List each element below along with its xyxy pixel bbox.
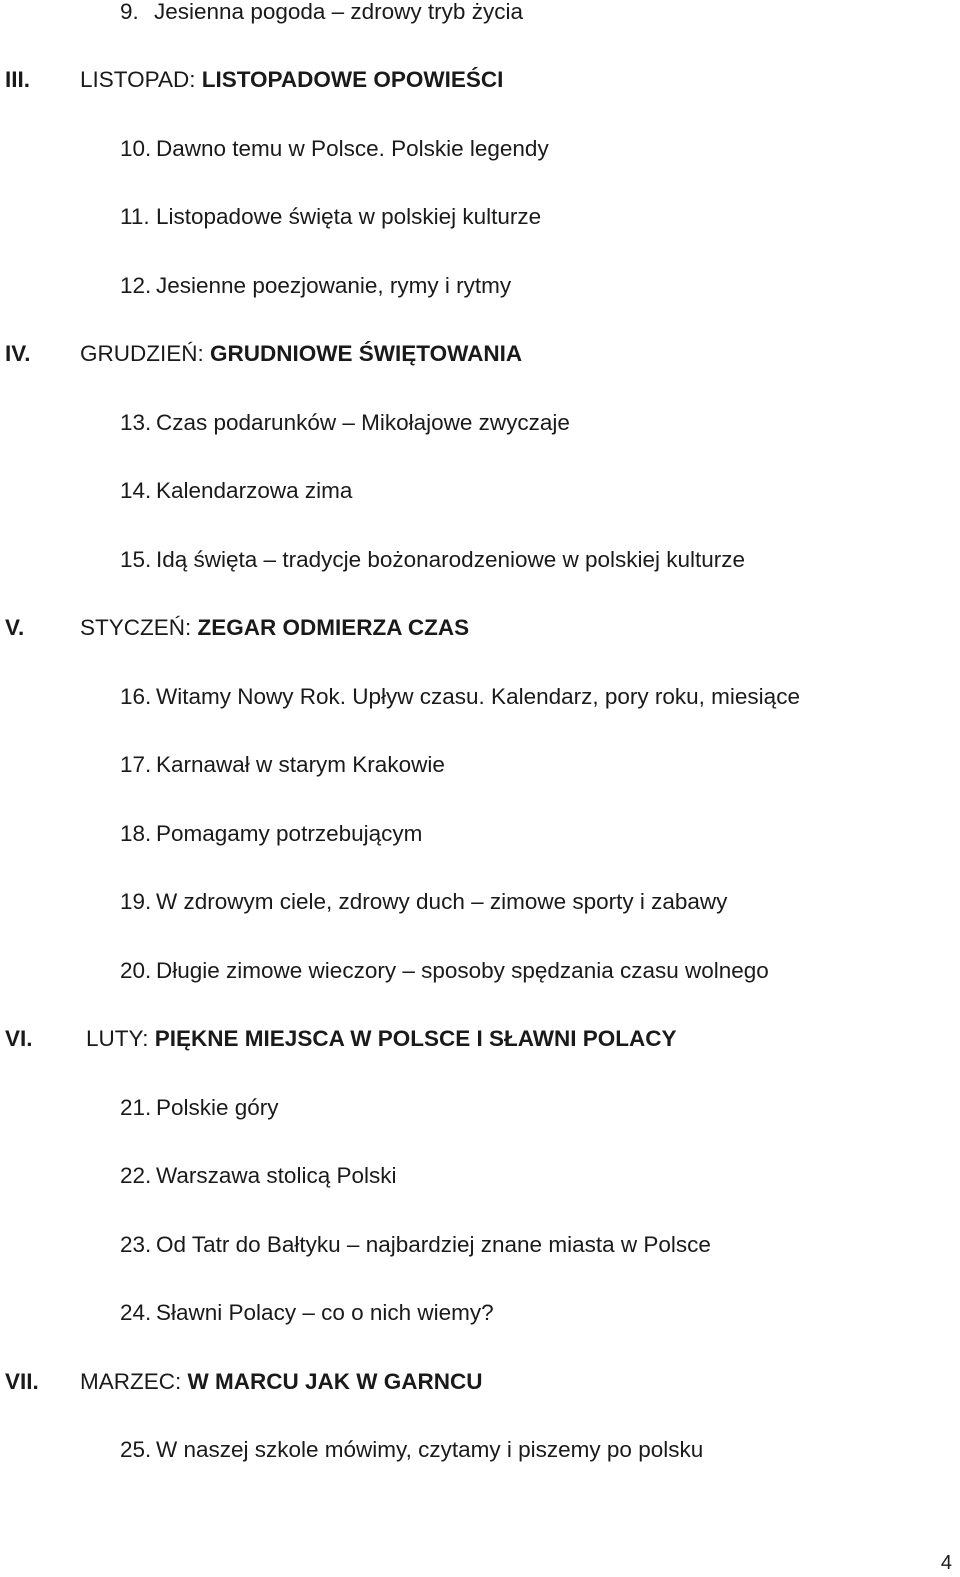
section-title	[80, 1362, 483, 1402]
section-title	[80, 60, 503, 100]
item-number: 17.	[120, 752, 152, 777]
section-heading	[0, 1019, 960, 1059]
section-heading	[0, 334, 960, 374]
section-theme: LISTOPADOWE OPOWIEŚCI	[201, 67, 504, 92]
item-number: 9.	[120, 0, 139, 24]
section-month: LUTY:	[86, 1026, 155, 1051]
section-numeral: VII.	[5, 1369, 39, 1394]
item-text: Jesienne poezjowanie, rymy i rytmy	[156, 273, 512, 298]
section-numeral: V.	[5, 615, 25, 640]
list-item	[0, 882, 960, 922]
list-item	[0, 129, 960, 169]
list-item	[0, 745, 960, 785]
item-number: 12.	[120, 273, 152, 298]
section-heading	[0, 1362, 960, 1402]
list-item	[0, 403, 960, 443]
section-numeral: III.	[5, 67, 31, 92]
section-title	[80, 334, 522, 374]
section-heading	[0, 608, 960, 648]
section-heading	[0, 60, 960, 100]
section-month: GRUDZIEŃ:	[80, 341, 211, 366]
item-number: 14.	[120, 478, 152, 503]
item-text: Warszawa stolicą Polski	[156, 1163, 397, 1188]
item-number: 21.	[120, 1095, 152, 1120]
item-text: Długie zimowe wieczory – sposoby spędzania czasu wolnego	[156, 958, 769, 983]
item-number: 24.	[120, 1300, 152, 1325]
item-text: Czas podarunków – Mikołajowe zwyczaje	[156, 410, 570, 435]
page-number: 4	[940, 1552, 952, 1574]
item-text: Od Tatr do Bałtyku – najbardziej znane miasta w Polsce	[156, 1232, 711, 1257]
item-number: 23.	[120, 1232, 152, 1257]
item-number: 15.	[120, 547, 152, 572]
section-numeral: IV.	[5, 341, 31, 366]
item-number: 10.	[120, 136, 152, 161]
section-month: LISTOPAD:	[80, 67, 202, 92]
list-item	[0, 1293, 960, 1333]
list-item	[0, 814, 960, 854]
item-text: Sławni Polacy – co o nich wiemy?	[156, 1300, 494, 1325]
section-theme: PIĘKNE MIEJSCA W POLSCE I SŁAWNI POLACY	[154, 1026, 677, 1051]
item-text: Polskie góry	[156, 1095, 279, 1120]
item-number: 20.	[120, 958, 152, 983]
item-text: Listopadowe święta w polskiej kulturze	[156, 204, 542, 229]
item-number: 11.	[120, 204, 150, 229]
section-title	[86, 1019, 677, 1059]
list-item	[0, 1430, 960, 1470]
item-number: 19.	[120, 889, 152, 914]
list-item	[0, 677, 960, 717]
item-text: Idą święta – tradycje bożonarodzeniowe w polskiej kulturze	[156, 547, 746, 572]
section-theme: ZEGAR ODMIERZA CZAS	[197, 615, 470, 640]
list-item	[0, 197, 960, 237]
section-theme: W MARCU JAK W GARNCU	[187, 1369, 483, 1394]
item-number: 13.	[120, 410, 152, 435]
item-text: Karnawał w starym Krakowie	[156, 752, 445, 777]
section-theme: GRUDNIOWE ŚWIĘTOWANIA	[210, 341, 523, 366]
list-item	[0, 540, 960, 580]
section-month: MARZEC:	[80, 1369, 188, 1394]
list-item	[0, 1156, 960, 1196]
item-number: 16.	[120, 684, 152, 709]
item-number: 25.	[120, 1437, 152, 1462]
list-item	[0, 0, 960, 32]
section-numeral: VI.	[5, 1026, 33, 1051]
list-item	[0, 471, 960, 511]
item-text: Jesienna pogoda – zdrowy tryb życia	[154, 0, 523, 24]
item-text: W naszej szkole mówimy, czytamy i piszemy po polsku	[156, 1437, 704, 1462]
item-text: Kalendarzowa zima	[156, 478, 353, 503]
item-text: W zdrowym ciele, zdrowy duch – zimowe sporty i zabawy	[156, 889, 728, 914]
item-number: 22.	[120, 1163, 152, 1188]
item-text: Witamy Nowy Rok. Upływ czasu. Kalendarz, pory roku, miesiące	[156, 684, 800, 709]
list-item	[0, 266, 960, 306]
list-item	[0, 1225, 960, 1265]
list-item	[0, 951, 960, 991]
item-text: Dawno temu w Polsce. Polskie legendy	[156, 136, 549, 161]
section-title	[80, 608, 469, 648]
list-item	[0, 1088, 960, 1128]
item-text: Pomagamy potrzebującym	[156, 821, 423, 846]
item-number: 18.	[120, 821, 152, 846]
section-month: STYCZEŃ:	[80, 615, 198, 640]
